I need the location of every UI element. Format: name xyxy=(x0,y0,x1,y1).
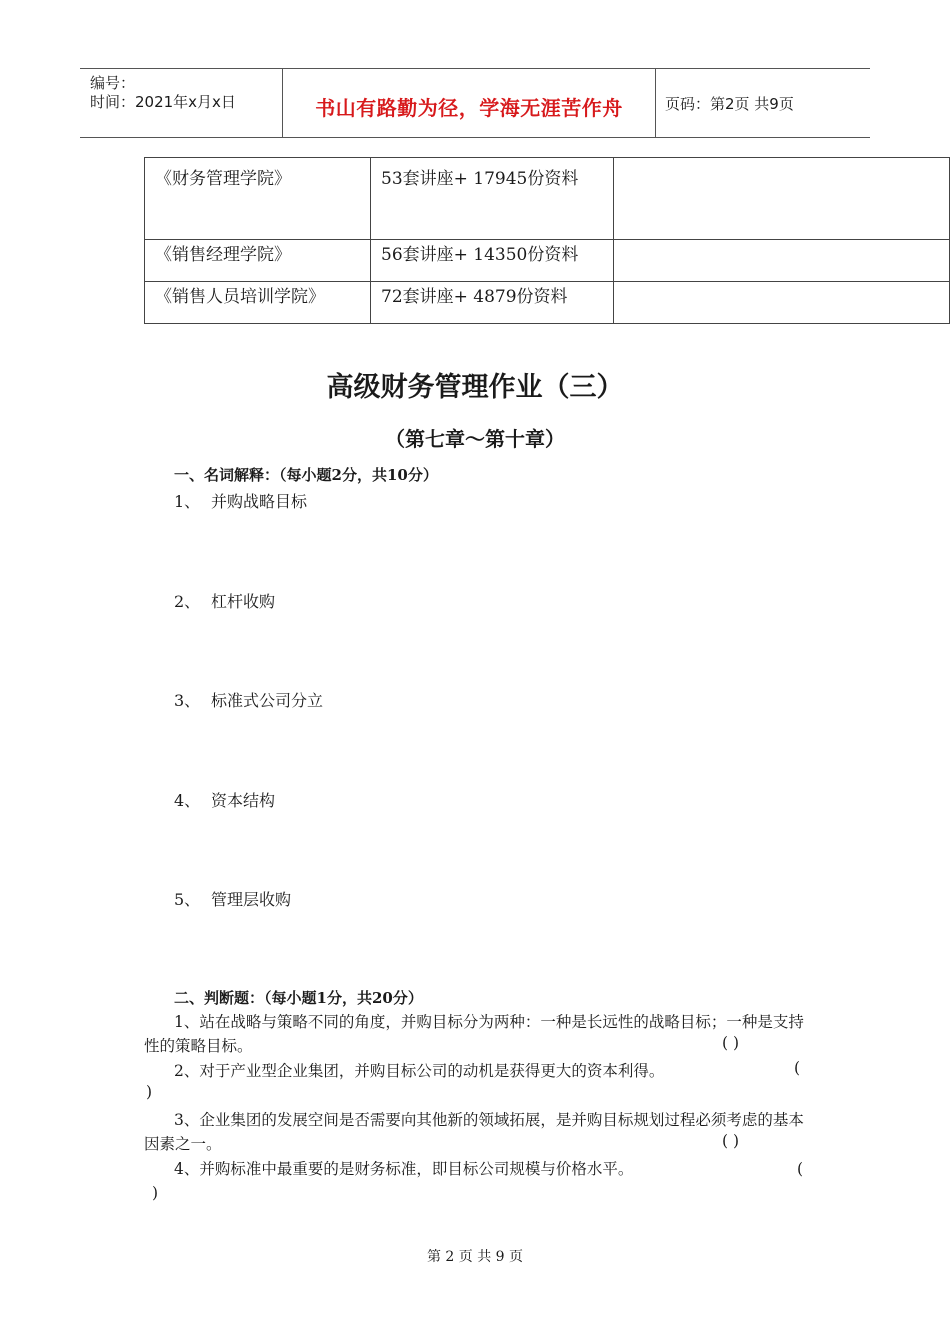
document-date-label: 时间：2021年x月x日 xyxy=(90,93,236,111)
term-text: 资本结构 xyxy=(211,791,276,810)
document-number-label: 编号： xyxy=(90,74,136,92)
question-text: 4、并购标准中最重要的是财务标准，即目标公司规模与价格水平。 xyxy=(174,1160,634,1178)
document-title: 高级财务管理作业（三） xyxy=(326,372,624,403)
term-text: 杠杆收购 xyxy=(211,592,276,611)
table-row xyxy=(145,240,950,282)
course-name: 《销售经理学院》 xyxy=(145,240,371,282)
course-name: 《财务管理学院》 xyxy=(145,158,371,240)
answer-bracket: ( ) xyxy=(722,1132,740,1150)
course-name: 《销售人员培训学院》 xyxy=(145,282,371,324)
term-item xyxy=(174,589,275,612)
header-motto-cell xyxy=(282,69,656,137)
judgment-question xyxy=(144,1059,806,1083)
table-row xyxy=(145,158,950,240)
course-content: 53套讲座+ 17945份资料 xyxy=(371,158,614,240)
header-info-cell xyxy=(80,69,282,137)
term-item xyxy=(174,489,307,512)
term-text: 管理层收购 xyxy=(211,890,292,909)
answer-bracket-open: ( xyxy=(794,1059,801,1077)
course-note xyxy=(614,158,950,240)
answer-bracket-open: ( xyxy=(797,1160,804,1178)
page-header xyxy=(80,68,870,138)
table-row xyxy=(145,282,950,324)
answer-bracket: ( ) xyxy=(722,1034,740,1052)
term-number: 2、 xyxy=(174,592,201,611)
question-text: 2、对于产业型企业集团，并购目标公司的动机是获得更大的资本利得。 xyxy=(174,1062,665,1080)
header-page-cell xyxy=(655,69,870,137)
term-text: 标准式公司分立 xyxy=(211,691,324,710)
section1-heading: 一、名词解释：（每小题2分，共10分） xyxy=(174,466,438,484)
document-subtitle: （第七章～第十章） xyxy=(385,427,565,451)
answer-bracket-close: ) xyxy=(146,1083,153,1101)
answer-bracket-close: ) xyxy=(152,1184,159,1202)
term-item xyxy=(174,887,291,910)
course-content: 72套讲座+ 4879份资料 xyxy=(371,282,614,324)
judgment-question xyxy=(144,1108,806,1156)
judgment-question xyxy=(144,1010,806,1058)
question-text: 1、站在战略与策略不同的角度，并购目标分为两种：一种是长远性的战略目标；一种是支持性的策略目标。 xyxy=(144,1013,804,1055)
course-content: 56套讲座+ 14350份资料 xyxy=(371,240,614,282)
term-number: 1、 xyxy=(174,492,201,511)
judgment-question xyxy=(144,1157,806,1181)
header-motto: 书山有路勤为径，学海无涯苦作舟 xyxy=(315,96,623,120)
term-text: 并购战略目标 xyxy=(211,492,308,511)
course-note xyxy=(614,240,950,282)
term-number: 3、 xyxy=(174,691,201,710)
term-item xyxy=(174,788,275,811)
question-text: 3、企业集团的发展空间是否需要向其他新的领域拓展，是并购目标规划过程必须考虑的基本因素之一。 xyxy=(144,1111,804,1153)
page-footer: 第 2 页 共 9 页 xyxy=(426,1249,524,1265)
course-note xyxy=(614,282,950,324)
course-table xyxy=(144,157,950,324)
term-item xyxy=(174,688,323,711)
term-number: 4、 xyxy=(174,791,201,810)
term-number: 5、 xyxy=(174,890,201,909)
section2-heading: 二、判断题：（每小题1分，共20分） xyxy=(174,989,423,1007)
header-page-label: 页码：第2页 共9页 xyxy=(665,95,794,113)
